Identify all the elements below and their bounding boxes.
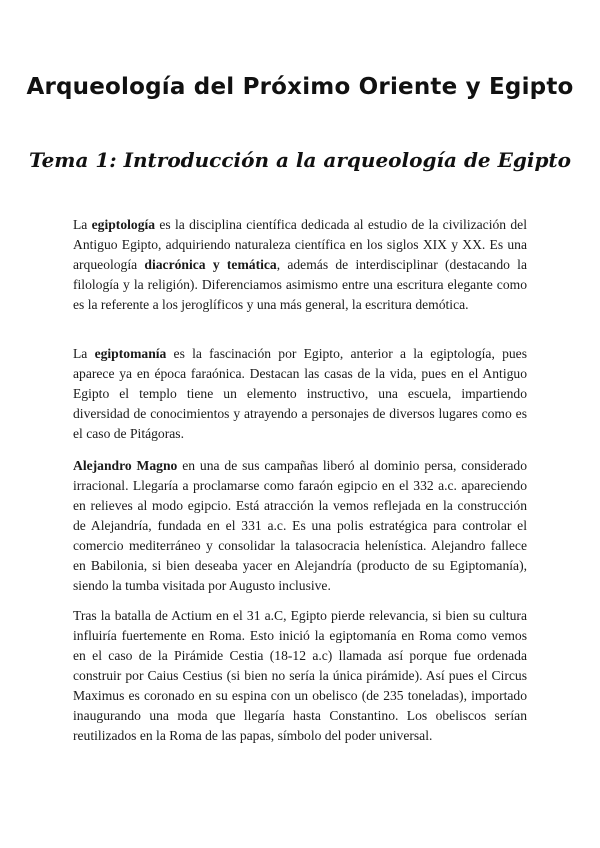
paragraph-egiptomania [73, 344, 527, 444]
paragraph-alejandro-magno [73, 456, 527, 596]
paragraph-text: Tras la batalla de Actium en el 31 a.C, Egipto pierde relevancia, si bien su cultura influiría fuertemente en Roma. Esto inició la egiptomanía en Roma como vemos en el caso de la Pirámide Cestia (18-12 a.c) llamada así porque fue ordenada construir por Caius Cestius (si bien no sería la única pirámide). Así pues el Circus Maximus es coronado en su espina con un obelisco (de 235 toneladas), importado inaugurando una moda que llegaría hasta Constantino. Los obeliscos serían reutilizados en la Roma de las papas, símbolo del poder universal. [73, 608, 527, 743]
paragraph-text: , además de interdisciplinar (destacando la filología y la religión). Diferenciamos asimismo entre una escritura elegante como es la referente a los jeroglíficos y una más general, la escritura demótica. [73, 257, 527, 312]
paragraph-roma [73, 606, 527, 746]
paragraph-text: en una de sus campañas liberó al dominio persa, considerado irracional. Llegaría a proclamarse como faraón egipcio en el 332 a.c. apareciendo en relieves al modo egipcio. Está atracción la vemos reflejada en la construcción de Alejandría, fundada en el 331 a.c. Es una polis estratégica para controlar el comercio mediterráneo y consolidar la talasocracia helenística. Alejandro fallece en Babilonia, si bien deseaba yacer en Alejandría (producto de su Egiptomanía), siendo la tumba visitada por Augusto inclusive. [73, 458, 527, 593]
paragraph-text: La [73, 217, 92, 232]
paragraph-text: es la disciplina científica dedicada al estudio de la civilización del Antiguo Egipto, adquiriendo naturaleza científica en los siglos XIX y XX. Es una arqueología [73, 217, 527, 272]
bold-term: diacrónica y temática [144, 257, 277, 272]
section-subtitle: Tema 1: Introducción a la arqueología de Egipto [28, 148, 572, 172]
paragraph-text: La [73, 346, 95, 361]
bold-term: Alejandro Magno [73, 458, 178, 473]
paragraph-egiptologia [73, 215, 527, 315]
bold-term: egiptología [91, 217, 156, 232]
bold-term: egiptomanía [94, 346, 167, 361]
paragraph-text: es la fascinación por Egipto, anterior a la egiptología, pues aparece ya en época faraónica. Destacan las casas de la vida, pues en el Antiguo Egipto el templo tiene un elemento instructivo, una escuela, impartiendo diversidad de conocimientos y atrayendo a personajes de diversos lugares como es el caso de Pitágoras. [73, 346, 527, 441]
page-title: Arqueología del Próximo Oriente y Egipto [26, 74, 574, 100]
